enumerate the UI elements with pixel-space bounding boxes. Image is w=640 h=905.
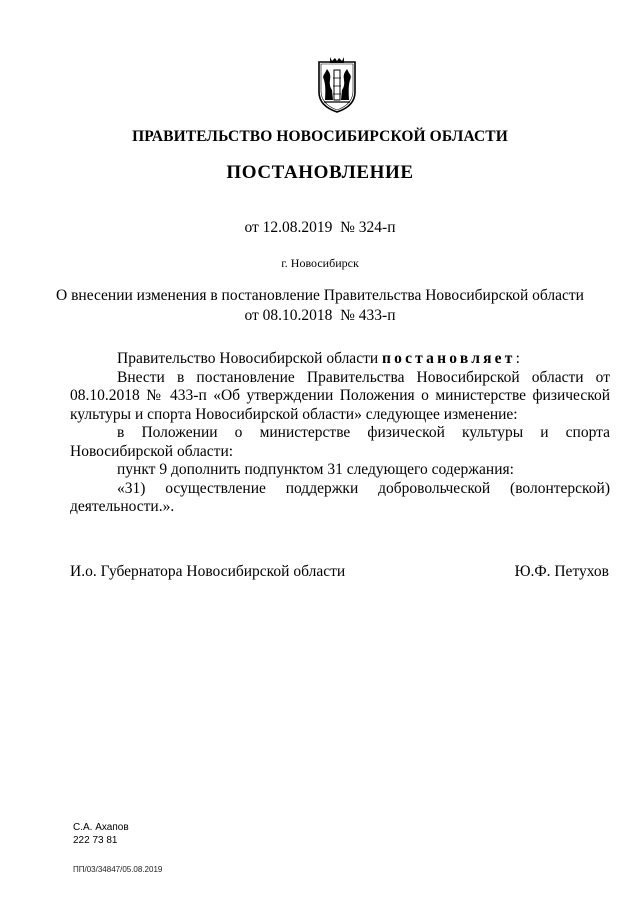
coat-of-arms-icon [316,56,358,114]
document-subject [0,286,640,326]
executor-name: С.А. Ахапов [73,822,129,833]
body-paragraph: «31) осуществление поддержки добровольческой (волонтерской) деятельности.». [70,479,610,515]
signatory-name: Ю.Ф. Петухов [514,563,609,580]
executor-phone: 222 73 81 [73,835,118,846]
subject-line: О внесении изменения в постановление Правительства Новосибирской области [56,287,584,304]
signatory-position: И.о. Губернатора Новосибирской области [70,563,346,580]
document-body [70,350,610,517]
body-text: : [515,350,520,367]
document-type: ПОСТАНОВЛЕНИЕ [226,162,414,183]
organization-name: ПРАВИТЕЛЬСТВО НОВОСИБИРСКОЙ ОБЛАСТИ [132,128,508,145]
body-paragraph [70,350,610,369]
body-paragraph: в Положении о министерстве физической культуры и спорта Новосибирской области: [70,424,610,460]
document-city: г. Новосибирск [281,256,359,270]
executor-info [73,821,129,847]
body-paragraph: пункт 9 дополнить подпунктом 31 следующего содержания: [117,461,514,478]
resolves-word: постановляет [382,350,516,367]
document-code: ПП/03/34847/05.08.2019 [73,865,163,874]
document-date-number: от 12.08.2019 № 324-п [244,219,396,236]
body-paragraph: Внести в постановление Правительства Новосибирской области от 08.10.2018 № 433-п «Об утверждении Положения о министерстве физической культуры и спорта Новосибирской области» следующее изменение: [70,368,610,423]
subject-line: от 08.10.2018 № 433-п [244,307,396,324]
body-text: Правительство Новосибирской области [117,350,383,367]
